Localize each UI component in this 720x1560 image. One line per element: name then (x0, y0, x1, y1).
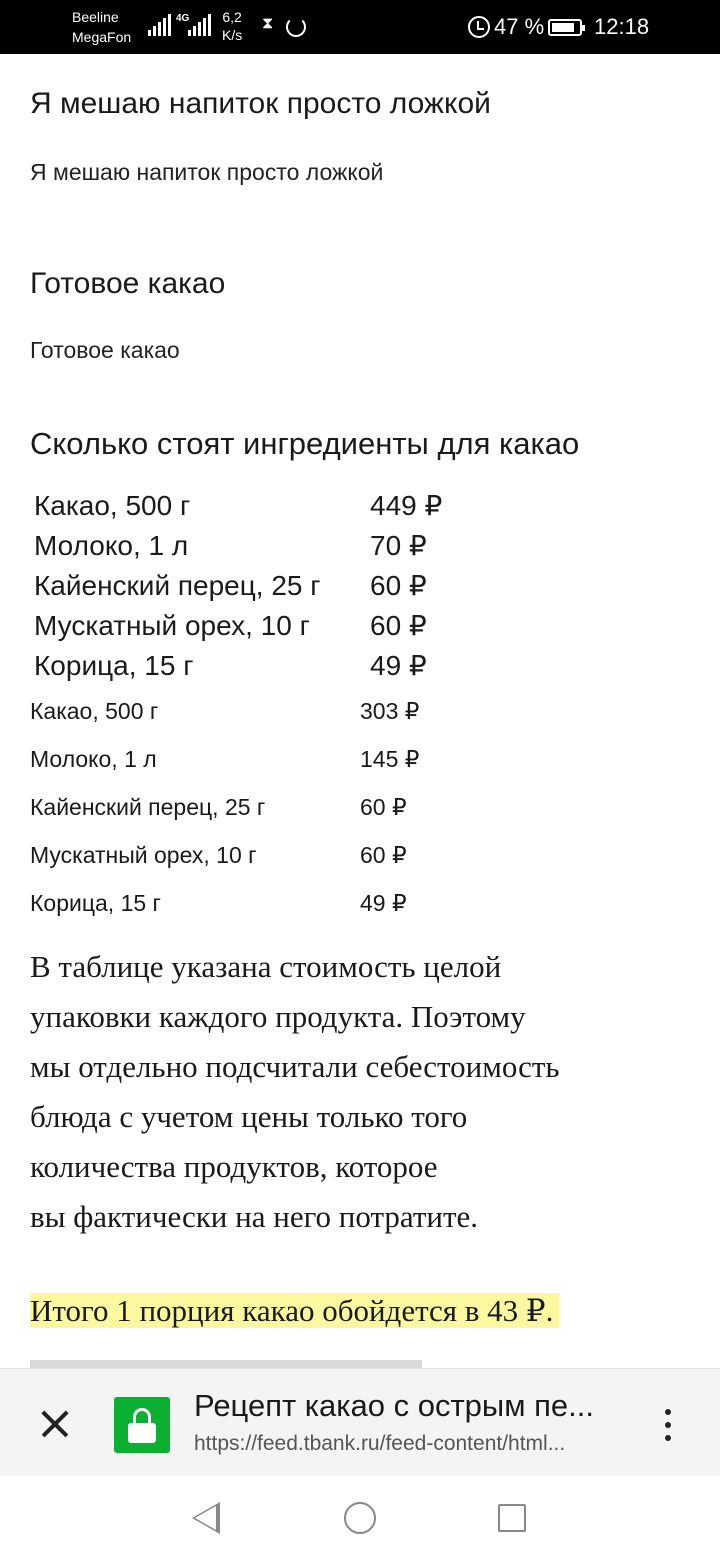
battery-icon (548, 19, 582, 36)
ingredient-price: 60 ₽ (370, 610, 427, 641)
content-placeholder (30, 1360, 422, 1368)
ingredient-name: Молоко, 1 л (30, 746, 157, 772)
sync-icon (286, 17, 306, 37)
nav-recent-icon[interactable] (498, 1504, 526, 1532)
image-caption: Я мешаю напиток просто ложкой (30, 159, 384, 185)
ingredient-name: Какао, 500 г (30, 698, 159, 724)
ingredient-name: Мускатный орех, 10 г (30, 842, 257, 868)
ingredient-price: 60 ₽ (360, 842, 407, 868)
carrier-1: Beeline (72, 9, 119, 25)
paragraph-line: блюда с учетом цены только того (30, 1099, 468, 1134)
network-speed (222, 8, 242, 44)
ingredient-name: Кайенский перец, 25 г (30, 794, 266, 820)
ingredient-name: Корица, 15 г (30, 890, 161, 916)
nav-back-icon[interactable] (192, 1502, 220, 1534)
paragraph-line: упаковки каждого продукта. Поэтому (30, 999, 526, 1034)
caption-cut: Готовое какао (30, 267, 226, 300)
ingredient-price: 449 ₽ (370, 490, 443, 521)
carrier-2: MegaFon (72, 29, 132, 45)
paragraph-line: мы отдельно подсчитали себестоимость (30, 1049, 560, 1084)
ingredient-price: 49 ₽ (370, 650, 427, 681)
paragraph-line: количества продуктов, которое (30, 1149, 438, 1184)
ingredient-name: Какао, 500 г (34, 490, 191, 521)
page-url[interactable]: https://feed.tbank.ru/feed-content/html... (194, 1432, 566, 1455)
alarm-icon (468, 16, 490, 38)
network-type: 4G (176, 13, 190, 24)
close-icon[interactable] (30, 1399, 80, 1449)
ingredient-price: 60 ₽ (370, 570, 427, 601)
speed-unit: K/s (222, 27, 243, 43)
ingredient-price: 60 ₽ (360, 794, 407, 820)
speed-value: 6,2 (222, 9, 242, 25)
battery-percent: 47 % (494, 14, 545, 39)
image-caption: Готовое какао (30, 337, 180, 363)
hourglass-icon: ⧗ (262, 15, 274, 32)
total-cost (30, 1286, 559, 1336)
ingredient-name: Молоко, 1 л (34, 530, 189, 561)
status-bar (0, 0, 720, 54)
ingredient-price: 49 ₽ (360, 890, 407, 916)
ingredient-name: Корица, 15 г (34, 650, 194, 681)
ingredient-name: Мускатный орех, 10 г (34, 610, 310, 641)
carrier-names (72, 7, 131, 47)
clock: 12:18 (594, 14, 650, 39)
paragraph-line: вы фактически на него потратите. (30, 1199, 479, 1234)
more-vertical-icon[interactable] (658, 1405, 678, 1445)
article-content (0, 54, 720, 1368)
nav-home-icon[interactable] (344, 1502, 376, 1534)
highlighted-total: Итого 1 порция какао обойдется в 43 ₽. (30, 1293, 559, 1328)
paragraph-line: В таблице указана стоимость целой (30, 949, 502, 984)
signal-icon (148, 14, 171, 36)
signal-2-icon (188, 14, 211, 36)
ingredient-price: 145 ₽ (360, 746, 420, 772)
navigation-bar (0, 1476, 720, 1560)
ingredient-name: Кайенский перец, 25 г (34, 570, 321, 601)
page-info-banner[interactable] (0, 1368, 720, 1476)
page-title[interactable]: Рецепт какао с острым пе... (194, 1388, 594, 1423)
article-paragraph (30, 942, 680, 1242)
ingredient-price: 303 ₽ (360, 698, 420, 724)
section-heading: Сколько стоят ингредиенты для какао (30, 426, 580, 461)
caption-cut: Я мешаю напиток просто ложкой (30, 87, 491, 120)
ingredient-price: 70 ₽ (370, 530, 427, 561)
lock-icon[interactable] (114, 1397, 170, 1453)
